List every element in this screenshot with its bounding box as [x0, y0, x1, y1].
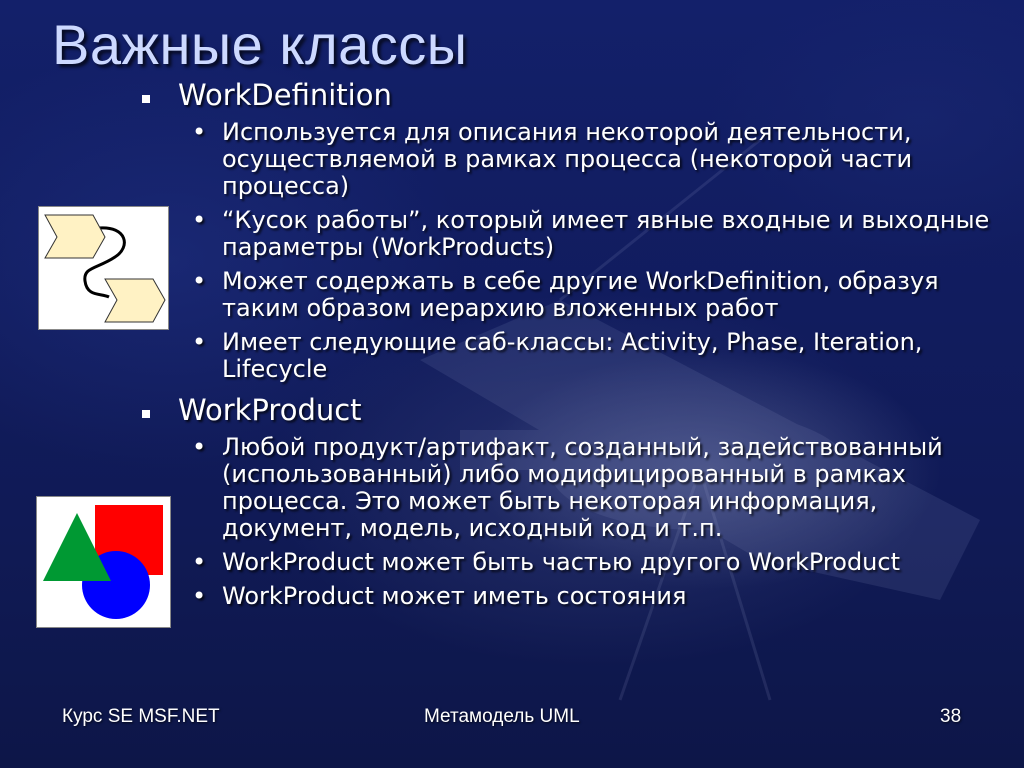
bullet-dot-icon: • — [192, 328, 207, 356]
bullet-dot-icon: • — [192, 582, 207, 610]
bullet-dot-icon: • — [192, 267, 207, 295]
sub-bullet: • Имеет следующие саб-классы: Activity, Phase, Iteration, Lifecycle — [192, 328, 923, 383]
bullet-dot-icon: • — [192, 433, 207, 461]
footer-topic: Метамодель UML — [424, 706, 580, 727]
bullet-dot-icon: • — [192, 118, 207, 146]
slide-content — [140, 78, 1000, 610]
bullet-workdefinition — [140, 78, 1000, 112]
section-heading: WorkDefinition — [178, 78, 392, 112]
sub-bullet: • WorkProduct может быть частью другого WorkProduct — [192, 548, 900, 576]
square-bullet-icon — [142, 95, 150, 103]
section-heading: WorkProduct — [178, 393, 362, 427]
footer-course: Курс SE MSF.NET — [62, 706, 220, 727]
sub-bullet: • “Кусок работы”, который имеет явные входные и выходные параметры (WorkProducts) — [192, 206, 990, 261]
sub-bullet: • Используется для описания некоторой деятельности, осуществляемой в рамках процесса (некоторой части процесса) — [192, 118, 913, 200]
bullet-dot-icon: • — [192, 548, 207, 576]
bullet-dot-icon: • — [192, 206, 207, 234]
page-number: 38 — [940, 706, 962, 727]
square-bullet-icon — [142, 410, 150, 418]
slide-title: Важные классы — [52, 13, 468, 76]
bullet-workproduct — [140, 393, 1000, 427]
sub-bullet: • WorkProduct может иметь состояния — [192, 582, 687, 610]
sub-bullet: • Может содержать в себе другие WorkDefinition, образуя таким образом иерархию вложенных работ — [192, 267, 939, 322]
sub-bullet: • Любой продукт/артифакт, созданный, задействованный (использованный) либо модифицированный в рамках процесса. Это может быть некоторая информация, документ, модель, исходный код и т.п. — [192, 433, 943, 542]
